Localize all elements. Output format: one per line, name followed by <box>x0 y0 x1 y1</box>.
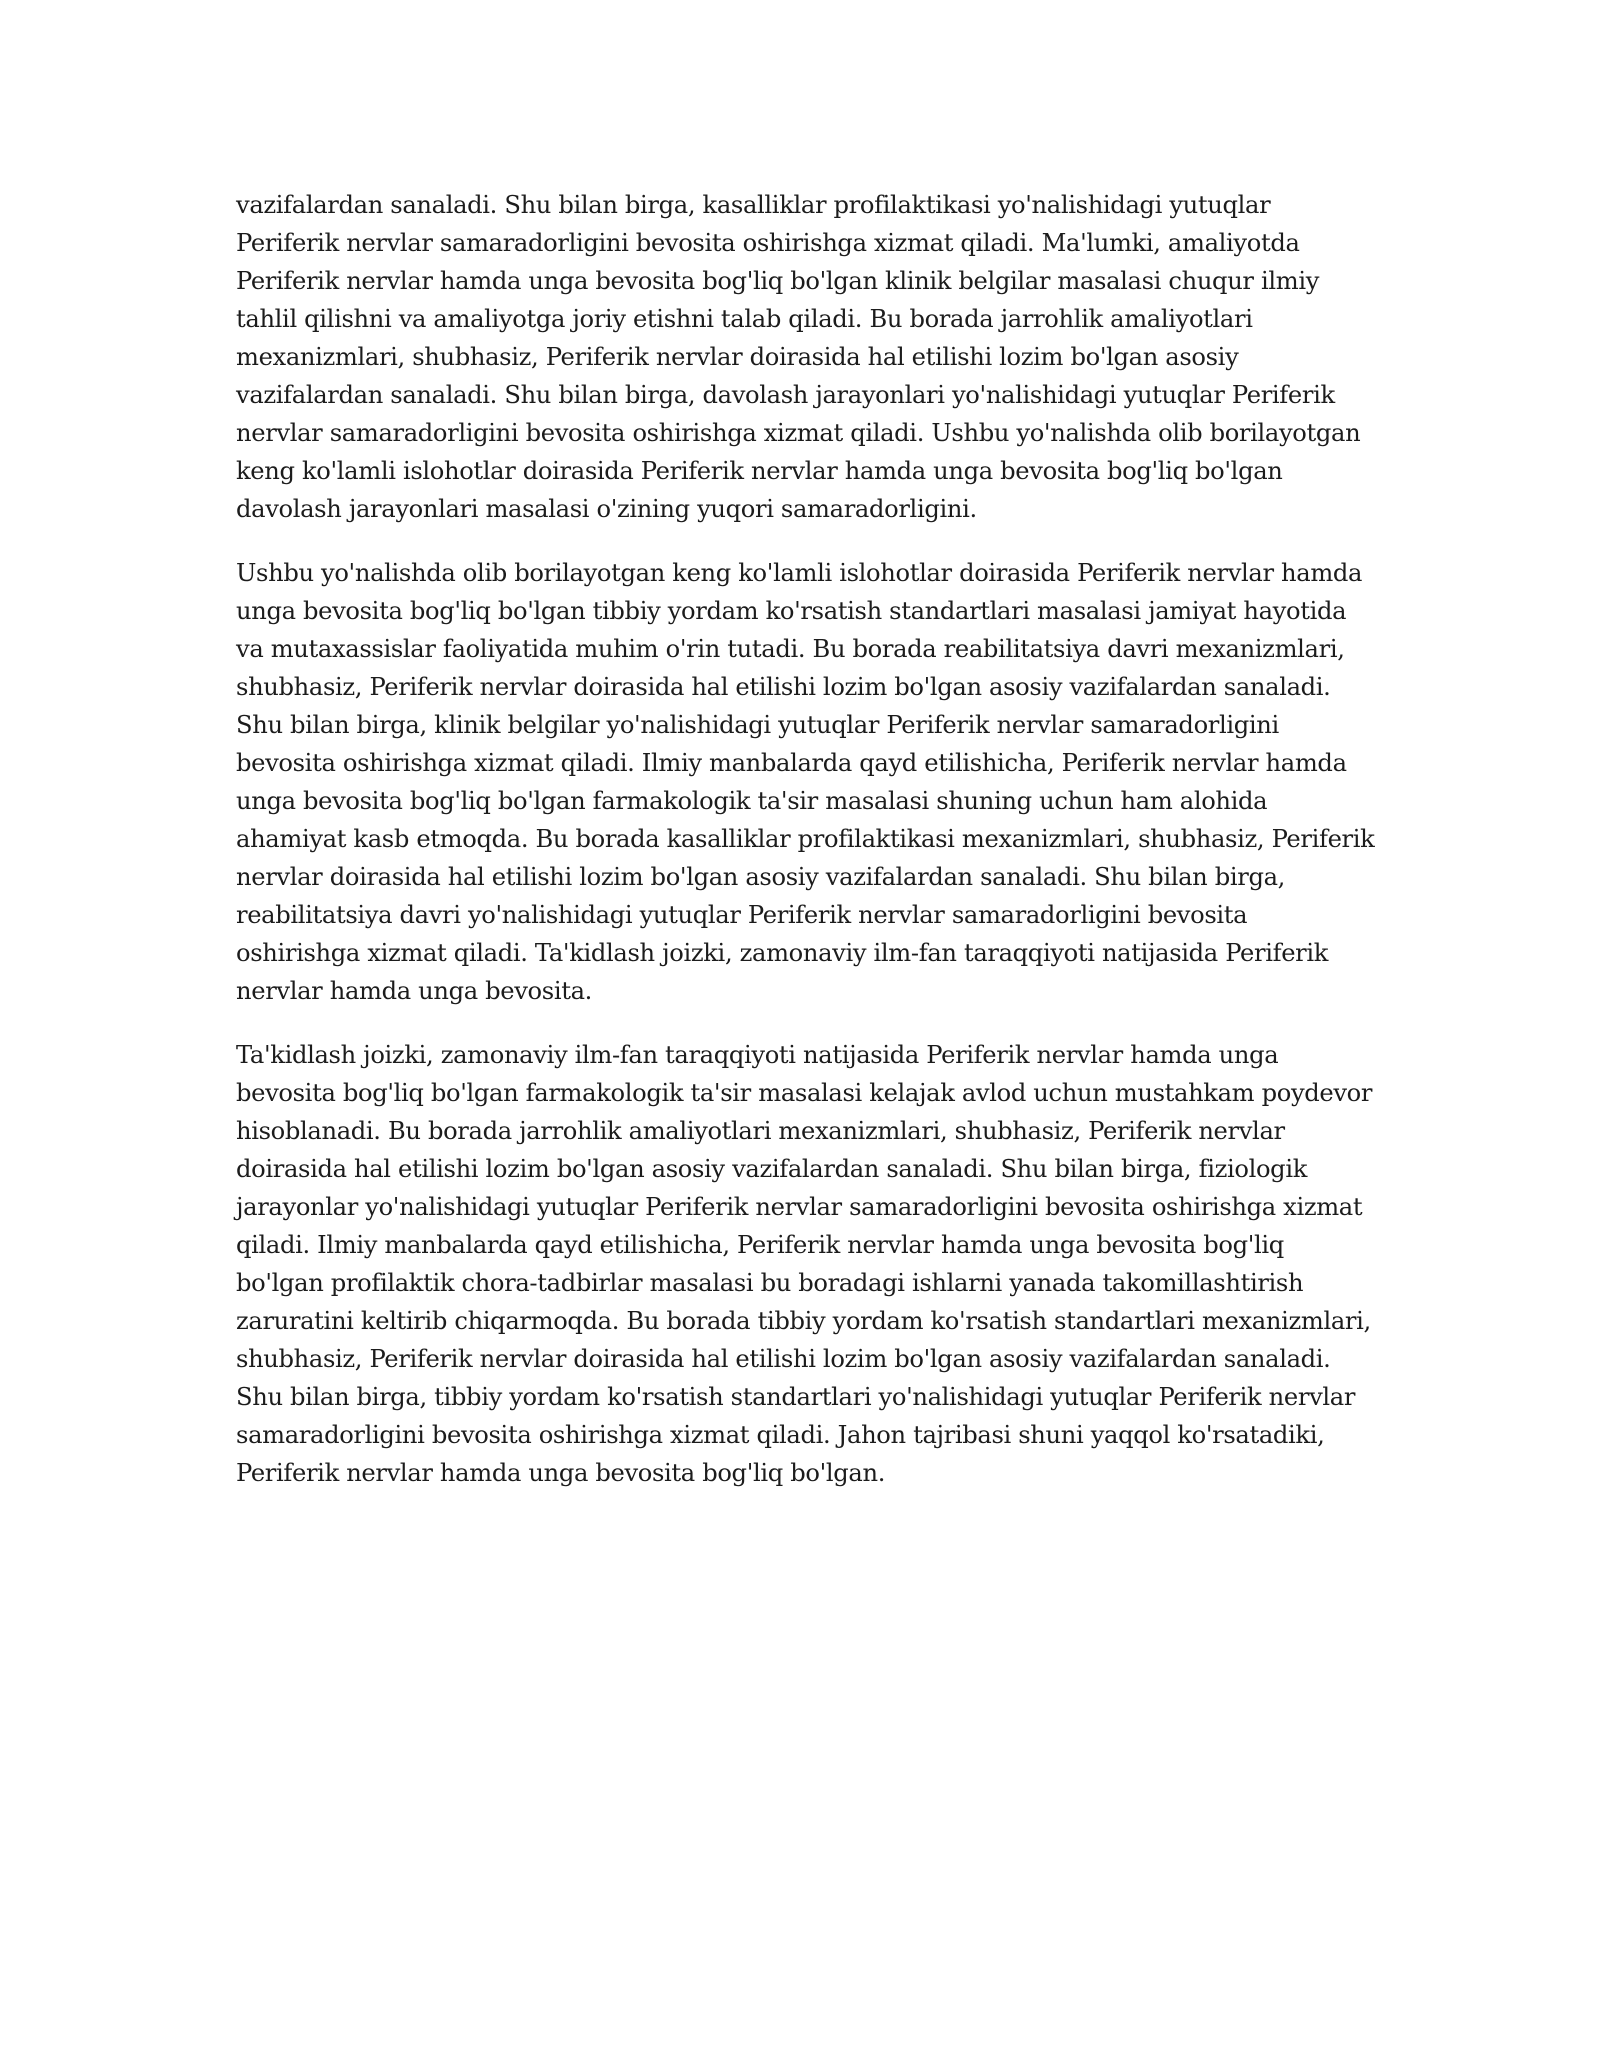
paragraph-2: Ushbu yo'nalishda olib borilayotgan keng ko'lamli islohotlar doirasida Periferik nervlar hamda unga bevosita bog'liq bo'lgan tibbiy yordam ko'rsatish standartlari masalasi jamiyat hayotida va mutaxassislar faoliyatida muhim o'rin tutadi. Bu borada reabilitatsiya davri mexanizmlari, shubhasiz, Periferik nervlar doirasida hal etilishi lozim bo'lgan asosiy vazifalardan sanaladi. Shu bilan birga, klinik belgilar yo'nalishidagi yutuqlar Periferik nervlar samaradorligini bevosita oshirishga xizmat qiladi. Ilmiy manbalarda qayd etilishicha, Periferik nervlar hamda unga bevosita bog'liq bo'lgan farmakologik ta'sir masalasi shuning uchun ham alohida ahamiyat kasb etmoqda. Bu borada kasalliklar profilaktikasi mexanizmlari, shubhasiz, Periferik nervlar doirasida hal etilishi lozim bo'lgan asosiy vazifalardan sanaladi. Shu bilan birga, reabilitatsiya davri yo'nalishidagi yutuqlar Periferik nervlar samaradorligini bevosita oshirishga xizmat qiladi. Ta'kidlash joizki, zamonaviy ilm-fan taraqqiyoti natijasida Periferik nervlar hamda unga bevosita. <box>236 559 1375 1005</box>
paragraph-3: Ta'kidlash joizki, zamonaviy ilm-fan taraqqiyoti natijasida Periferik nervlar hamda unga bevosita bog'liq bo'lgan farmakologik ta'sir masalasi kelajak avlod uchun mustahkam poydevor hisoblanadi. Bu borada jarrohlik amaliyotlari mexanizmlari, shubhasiz, Periferik nervlar doirasida hal etilishi lozim bo'lgan asosiy vazifalardan sanaladi. Shu bilan birga, fiziologik jarayonlar yo'nalishidagi yutuqlar Periferik nervlar samaradorligini bevosita oshirishga xizmat qiladi. Ilmiy manbalarda qayd etilishicha, Periferik nervlar hamda unga bevosita bog'liq bo'lgan profilaktik chora-tadbirlar masalasi bu boradagi ishlarni yanada takomillashtirish zaruratini keltirib chiqarmoqda. Bu borada tibbiy yordam ko'rsatish standartlari mexanizmlari, shubhasiz, Periferik nervlar doirasida hal etilishi lozim bo'lgan asosiy vazifalardan sanaladi. Shu bilan birga, tibbiy yordam ko'rsatish standartlari yo'nalishidagi yutuqlar Periferik nervlar samaradorligini bevosita oshirishga xizmat qiladi. Jahon tajribasi shuni yaqqol ko'rsatadiki, Periferik nervlar hamda unga bevosita bog'liq bo'lgan. <box>236 1041 1373 1487</box>
document-body <box>236 186 1376 1518</box>
paragraph-1: vazifalardan sanaladi. Shu bilan birga, kasalliklar profilaktikasi yo'nalishidagi yutuqlar Periferik nervlar samaradorligini bevosita oshirishga xizmat qiladi. Ma'lumki, amaliyotda Periferik nervlar hamda unga bevosita bog'liq bo'lgan klinik belgilar masalasi chuqur ilmiy tahlil qilishni va amaliyotga joriy etishni talab qiladi. Bu borada jarrohlik amaliyotlari mexanizmlari, shubhasiz, Periferik nervlar doirasida hal etilishi lozim bo'lgan asosiy vazifalardan sanaladi. Shu bilan birga, davolash jarayonlari yo'nalishidagi yutuqlar Periferik nervlar samaradorligini bevosita oshirishga xizmat qiladi. Ushbu yo'nalishda olib borilayotgan keng ko'lamli islohotlar doirasida Periferik nervlar hamda unga bevosita bog'liq bo'lgan davolash jarayonlari masalasi o'zining yuqori samaradorligini. <box>236 191 1361 523</box>
